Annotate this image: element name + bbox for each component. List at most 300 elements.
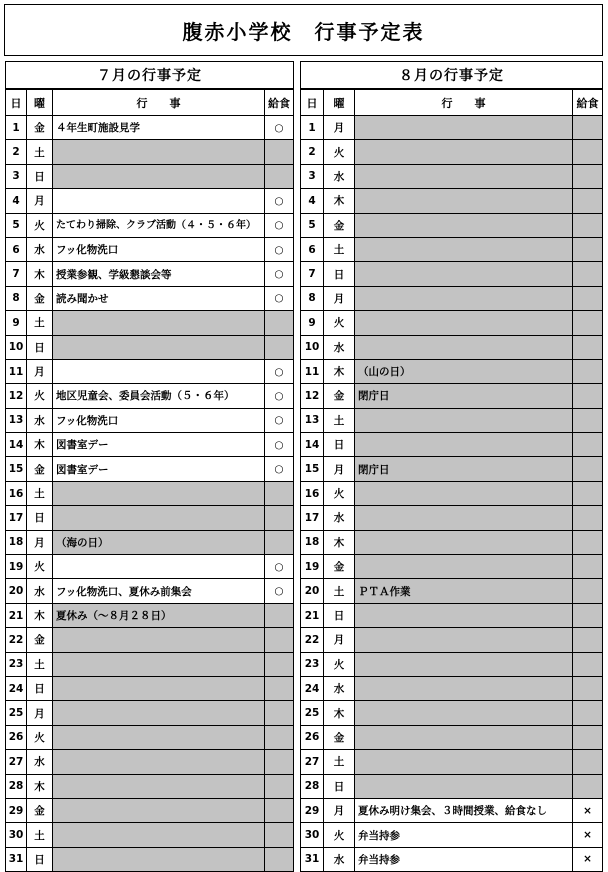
table-row <box>6 359 294 383</box>
table-row <box>6 701 294 725</box>
weekday-cell: 月 <box>324 116 355 140</box>
weekday-cell: 木 <box>27 774 53 798</box>
table-row <box>301 140 603 164</box>
lunch-cell: ○ <box>265 433 294 457</box>
day-cell: 9 <box>301 311 324 335</box>
table-row <box>301 823 603 847</box>
lunch-cell: ○ <box>265 457 294 481</box>
event-cell <box>355 725 573 749</box>
weekday-cell: 土 <box>324 237 355 261</box>
table-row <box>301 359 603 383</box>
event-cell <box>53 311 265 335</box>
day-cell: 30 <box>301 823 324 847</box>
event-cell: （山の日） <box>355 359 573 383</box>
lunch-cell <box>573 311 603 335</box>
event-cell <box>355 652 573 676</box>
lunch-cell <box>573 335 603 359</box>
lunch-cell <box>265 335 294 359</box>
lunch-cell <box>265 823 294 847</box>
table-row <box>301 725 603 749</box>
weekday-cell: 日 <box>27 164 53 188</box>
event-cell <box>53 823 265 847</box>
weekday-cell: 土 <box>27 823 53 847</box>
weekday-cell: 火 <box>324 481 355 505</box>
weekday-cell: 土 <box>27 652 53 676</box>
weekday-cell: 水 <box>324 506 355 530</box>
event-cell <box>355 555 573 579</box>
weekday-cell: 火 <box>27 725 53 749</box>
weekday-cell: 日 <box>27 506 53 530</box>
event-cell <box>53 555 265 579</box>
day-cell: 31 <box>301 847 324 871</box>
table-row <box>301 481 603 505</box>
table-row <box>6 774 294 798</box>
weekday-cell: 水 <box>27 408 53 432</box>
weekday-cell: 金 <box>324 555 355 579</box>
day-cell: 14 <box>301 433 324 457</box>
table-row <box>301 237 603 261</box>
weekday-cell: 木 <box>324 530 355 554</box>
lunch-cell <box>265 701 294 725</box>
day-cell: 22 <box>6 628 27 652</box>
lunch-cell <box>265 847 294 871</box>
day-cell: 6 <box>6 237 27 261</box>
weekday-cell: 土 <box>27 311 53 335</box>
table-row <box>301 286 603 310</box>
day-cell: 1 <box>301 116 324 140</box>
event-cell <box>355 433 573 457</box>
event-cell <box>355 140 573 164</box>
day-cell: 8 <box>301 286 324 310</box>
table-row <box>6 579 294 603</box>
lunch-cell <box>573 774 603 798</box>
lunch-cell <box>265 652 294 676</box>
weekday-cell: 火 <box>324 652 355 676</box>
day-cell: 8 <box>6 286 27 310</box>
event-cell <box>53 481 265 505</box>
table-row <box>6 189 294 213</box>
table-row <box>301 116 603 140</box>
table-row <box>6 140 294 164</box>
weekday-cell: 金 <box>27 798 53 822</box>
page-title: 腹赤小学校 行事予定表 <box>4 4 603 56</box>
lunch-cell <box>573 384 603 408</box>
event-cell: 図書室デー <box>53 457 265 481</box>
event-cell <box>355 164 573 188</box>
table-row <box>301 433 603 457</box>
day-cell: 21 <box>6 603 27 627</box>
weekday-cell: 金 <box>324 384 355 408</box>
lunch-cell <box>573 140 603 164</box>
lunch-cell <box>265 774 294 798</box>
table-row <box>301 506 603 530</box>
july-schedule <box>5 61 294 872</box>
weekday-cell: 水 <box>324 164 355 188</box>
lunch-cell <box>573 286 603 310</box>
weekday-cell: 火 <box>27 213 53 237</box>
event-cell <box>355 774 573 798</box>
lunch-cell <box>573 579 603 603</box>
day-cell: 29 <box>301 798 324 822</box>
weekday-cell: 日 <box>27 676 53 700</box>
table-row <box>6 823 294 847</box>
event-cell: （海の日） <box>53 530 265 554</box>
event-cell <box>355 189 573 213</box>
lunch-cell: × <box>573 847 603 871</box>
event-cell <box>53 506 265 530</box>
day-cell: 20 <box>301 579 324 603</box>
day-cell: 3 <box>6 164 27 188</box>
table-row <box>6 164 294 188</box>
weekday-cell: 水 <box>324 676 355 700</box>
weekday-cell: 火 <box>324 140 355 164</box>
table-row <box>301 457 603 481</box>
day-cell: 3 <box>301 164 324 188</box>
event-cell <box>355 506 573 530</box>
table-row <box>301 847 603 871</box>
day-cell: 5 <box>301 213 324 237</box>
event-cell: 図書室デー <box>53 433 265 457</box>
weekday-cell: 水 <box>324 335 355 359</box>
lunch-cell <box>573 725 603 749</box>
event-cell: フッ化物洗口 <box>53 408 265 432</box>
table-row <box>301 262 603 286</box>
day-cell: 10 <box>6 335 27 359</box>
event-cell <box>355 408 573 432</box>
day-cell: 4 <box>6 189 27 213</box>
july-heading: ７月の行事予定 <box>5 61 294 89</box>
event-cell <box>355 676 573 700</box>
table-row <box>301 750 603 774</box>
table-row <box>6 262 294 286</box>
day-cell: 4 <box>301 189 324 213</box>
lunch-cell: ○ <box>265 359 294 383</box>
table-row <box>6 433 294 457</box>
lunch-cell <box>265 725 294 749</box>
event-column-header: 行 事 <box>355 90 573 116</box>
july-table <box>5 89 294 872</box>
table-row <box>6 335 294 359</box>
table-row <box>6 750 294 774</box>
weekday-cell: 月 <box>324 628 355 652</box>
day-cell: 28 <box>301 774 324 798</box>
july-header-row <box>6 90 294 116</box>
weekday-cell: 土 <box>324 408 355 432</box>
weekday-column-header: 曜 <box>27 90 53 116</box>
event-cell <box>355 213 573 237</box>
event-cell <box>53 774 265 798</box>
weekday-cell: 火 <box>324 823 355 847</box>
day-cell: 15 <box>6 457 27 481</box>
weekday-cell: 木 <box>324 701 355 725</box>
weekday-cell: 日 <box>324 262 355 286</box>
weekday-cell: 木 <box>324 359 355 383</box>
event-cell <box>355 530 573 554</box>
lunch-cell <box>573 555 603 579</box>
event-cell <box>355 750 573 774</box>
weekday-cell: 月 <box>27 530 53 554</box>
day-cell: 23 <box>301 652 324 676</box>
day-cell: 16 <box>301 481 324 505</box>
table-row <box>301 555 603 579</box>
day-cell: 31 <box>6 847 27 871</box>
table-row <box>301 384 603 408</box>
table-row <box>301 579 603 603</box>
weekday-cell: 木 <box>324 189 355 213</box>
day-cell: 6 <box>301 237 324 261</box>
weekday-cell: 木 <box>27 603 53 627</box>
lunch-cell <box>573 676 603 700</box>
lunch-column-header: 給食 <box>573 90 603 116</box>
day-cell: 26 <box>301 725 324 749</box>
table-row <box>6 237 294 261</box>
lunch-cell: × <box>573 823 603 847</box>
day-cell: 2 <box>6 140 27 164</box>
lunch-cell: ○ <box>265 555 294 579</box>
day-cell: 12 <box>6 384 27 408</box>
table-row <box>6 555 294 579</box>
august-header-row <box>301 90 603 116</box>
day-cell: 17 <box>6 506 27 530</box>
event-cell: ４年生町施設見学 <box>53 116 265 140</box>
august-schedule <box>300 61 603 872</box>
lunch-cell: ○ <box>265 237 294 261</box>
event-cell: 読み聞かせ <box>53 286 265 310</box>
lunch-cell: ○ <box>265 189 294 213</box>
weekday-cell: 日 <box>324 774 355 798</box>
weekday-cell: 土 <box>27 481 53 505</box>
table-row <box>6 847 294 871</box>
august-rows <box>301 116 603 872</box>
table-row <box>6 408 294 432</box>
day-cell: 21 <box>301 603 324 627</box>
weekday-cell: 月 <box>324 798 355 822</box>
weekday-cell: 木 <box>27 433 53 457</box>
day-cell: 15 <box>301 457 324 481</box>
event-cell: 弁当持参 <box>355 823 573 847</box>
day-cell: 11 <box>301 359 324 383</box>
table-row <box>6 603 294 627</box>
weekday-cell: 金 <box>324 725 355 749</box>
table-row <box>6 457 294 481</box>
lunch-cell: ○ <box>265 213 294 237</box>
day-cell: 13 <box>6 408 27 432</box>
day-cell: 10 <box>301 335 324 359</box>
day-cell: 9 <box>6 311 27 335</box>
table-row <box>301 311 603 335</box>
event-cell <box>53 676 265 700</box>
weekday-cell: 火 <box>27 384 53 408</box>
day-cell: 2 <box>301 140 324 164</box>
event-cell: 弁当持参 <box>355 847 573 871</box>
lunch-cell <box>573 457 603 481</box>
day-cell: 23 <box>6 652 27 676</box>
event-cell <box>355 311 573 335</box>
table-row <box>301 189 603 213</box>
lunch-cell <box>573 530 603 554</box>
august-heading: ８月の行事予定 <box>300 61 603 89</box>
day-cell: 27 <box>301 750 324 774</box>
weekday-cell: 月 <box>27 189 53 213</box>
table-row <box>6 116 294 140</box>
day-column-header: 日 <box>6 90 27 116</box>
table-row <box>6 311 294 335</box>
weekday-cell: 金 <box>27 116 53 140</box>
day-cell: 24 <box>6 676 27 700</box>
day-cell: 20 <box>6 579 27 603</box>
day-cell: 13 <box>301 408 324 432</box>
event-cell <box>355 335 573 359</box>
weekday-cell: 金 <box>27 457 53 481</box>
weekday-cell: 日 <box>324 433 355 457</box>
day-cell: 7 <box>6 262 27 286</box>
table-row <box>301 628 603 652</box>
lunch-cell <box>573 750 603 774</box>
event-cell <box>53 164 265 188</box>
weekday-column-header: 曜 <box>324 90 355 116</box>
day-cell: 27 <box>6 750 27 774</box>
event-cell: 閉庁日 <box>355 384 573 408</box>
weekday-cell: 日 <box>27 335 53 359</box>
event-cell: フッ化物洗口 <box>53 237 265 261</box>
day-cell: 19 <box>6 555 27 579</box>
lunch-cell <box>265 750 294 774</box>
table-row <box>6 725 294 749</box>
event-cell <box>53 335 265 359</box>
weekday-cell: 月 <box>27 359 53 383</box>
day-cell: 1 <box>6 116 27 140</box>
event-cell <box>355 481 573 505</box>
day-cell: 26 <box>6 725 27 749</box>
table-row <box>6 506 294 530</box>
lunch-cell <box>265 311 294 335</box>
weekday-cell: 土 <box>324 750 355 774</box>
event-cell <box>355 286 573 310</box>
lunch-cell <box>265 628 294 652</box>
event-cell <box>355 116 573 140</box>
weekday-cell: 金 <box>27 286 53 310</box>
event-cell <box>53 359 265 383</box>
day-cell: 7 <box>301 262 324 286</box>
table-row <box>301 603 603 627</box>
table-row <box>6 286 294 310</box>
lunch-cell: ○ <box>265 286 294 310</box>
lunch-cell: ○ <box>265 384 294 408</box>
lunch-cell <box>573 237 603 261</box>
event-cell: たてわり掃除、クラブ活動（４・５・６年） <box>53 213 265 237</box>
day-cell: 29 <box>6 798 27 822</box>
event-cell <box>355 628 573 652</box>
day-column-header: 日 <box>301 90 324 116</box>
day-cell: 30 <box>6 823 27 847</box>
table-row <box>301 676 603 700</box>
weekday-cell: 月 <box>324 286 355 310</box>
lunch-cell: × <box>573 798 603 822</box>
table-row <box>301 701 603 725</box>
event-cell: 閉庁日 <box>355 457 573 481</box>
lunch-cell <box>573 481 603 505</box>
event-column-header: 行 事 <box>53 90 265 116</box>
lunch-cell <box>573 359 603 383</box>
table-row <box>6 530 294 554</box>
weekday-cell: 土 <box>27 140 53 164</box>
lunch-cell <box>573 603 603 627</box>
lunch-cell <box>573 164 603 188</box>
weekday-cell: 水 <box>27 579 53 603</box>
lunch-cell <box>265 140 294 164</box>
weekday-cell: 月 <box>27 701 53 725</box>
day-cell: 11 <box>6 359 27 383</box>
weekday-cell: 火 <box>324 311 355 335</box>
day-cell: 18 <box>301 530 324 554</box>
event-cell <box>53 140 265 164</box>
weekday-cell: 金 <box>27 628 53 652</box>
event-cell <box>355 237 573 261</box>
table-row <box>6 213 294 237</box>
day-cell: 22 <box>301 628 324 652</box>
lunch-cell <box>573 189 603 213</box>
weekday-cell: 水 <box>27 237 53 261</box>
lunch-cell: ○ <box>265 116 294 140</box>
lunch-cell: ○ <box>265 408 294 432</box>
lunch-cell <box>573 652 603 676</box>
lunch-cell <box>265 164 294 188</box>
lunch-cell <box>265 481 294 505</box>
event-cell <box>53 847 265 871</box>
event-cell <box>355 262 573 286</box>
lunch-cell: ○ <box>265 579 294 603</box>
table-row <box>6 676 294 700</box>
event-cell: 地区児童会、委員会活動（５・６年） <box>53 384 265 408</box>
lunch-cell <box>265 603 294 627</box>
day-cell: 19 <box>301 555 324 579</box>
day-cell: 25 <box>6 701 27 725</box>
weekday-cell: 水 <box>27 750 53 774</box>
table-row <box>301 652 603 676</box>
table-row <box>6 652 294 676</box>
event-cell <box>355 603 573 627</box>
july-rows <box>6 116 294 872</box>
day-cell: 25 <box>301 701 324 725</box>
table-row <box>6 384 294 408</box>
weekday-cell: 金 <box>324 213 355 237</box>
event-cell <box>53 750 265 774</box>
event-cell <box>53 701 265 725</box>
event-cell <box>53 628 265 652</box>
weekday-cell: 月 <box>324 457 355 481</box>
day-cell: 16 <box>6 481 27 505</box>
day-cell: 12 <box>301 384 324 408</box>
table-row <box>301 798 603 822</box>
event-cell: 夏休み（～８月２８日） <box>53 603 265 627</box>
lunch-cell <box>265 676 294 700</box>
event-cell <box>53 725 265 749</box>
event-cell <box>53 652 265 676</box>
weekday-cell: 日 <box>324 603 355 627</box>
lunch-cell <box>265 798 294 822</box>
lunch-cell: ○ <box>265 262 294 286</box>
lunch-cell <box>573 213 603 237</box>
weekday-cell: 木 <box>27 262 53 286</box>
weekday-cell: 水 <box>324 847 355 871</box>
lunch-cell <box>573 628 603 652</box>
table-row <box>301 408 603 432</box>
event-cell <box>53 798 265 822</box>
weekday-cell: 日 <box>27 847 53 871</box>
event-cell <box>53 189 265 213</box>
lunch-column-header: 給食 <box>265 90 294 116</box>
lunch-cell <box>573 116 603 140</box>
